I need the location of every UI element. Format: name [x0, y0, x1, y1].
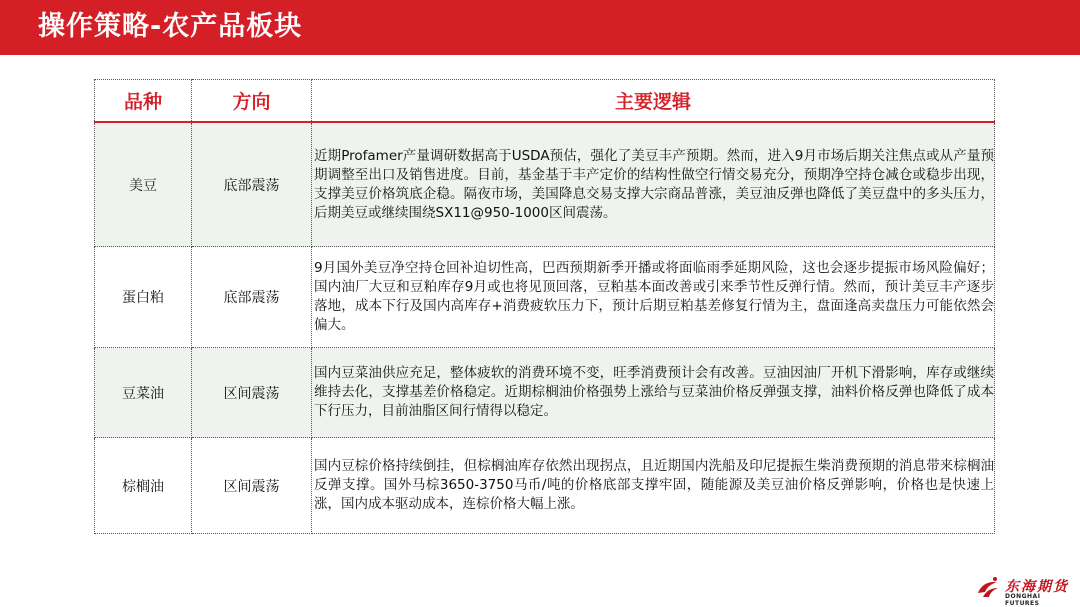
direction-cell: 区间震荡: [192, 348, 312, 438]
title-bar: [0, 0, 1080, 55]
table-header-row: [95, 80, 995, 123]
logo-text-cn: 东海期货: [1005, 579, 1069, 595]
direction-cell: 底部震荡: [192, 122, 312, 247]
company-logo: [975, 575, 1075, 607]
direction-cell: 底部震荡: [192, 247, 312, 348]
column-header-logic: 主要逻辑: [312, 80, 995, 123]
variety-cell: 豆菜油: [95, 348, 192, 438]
table-row: [95, 438, 995, 534]
variety-cell: 蛋白粕: [95, 247, 192, 348]
table-row: [95, 348, 995, 438]
page-title: 操作策略-农产品板块: [38, 11, 303, 42]
logic-cell: 近期Profamer产量调研数据高于USDA预估，强化了美豆丰产预期。然而，进入9月市场后期关注焦点或从产量预期调整至出口及销售进度。目前，基金基于丰产定价的结构性做空行情交易充分，预期净空持仓减仓或稳步出现，支撑美豆价格筑底企稳。隔夜市场，美国降息交易支撑大宗商品普涨，美豆油反弹也降低了美豆盘中的多头压力，后期美豆或继续围绕SX11@950-1000区间震荡。: [312, 122, 995, 247]
logic-cell: 国内豆棕价格持续倒挂，但棕榈油库存依然出现拐点，且近期国内洗船及印尼提振生柴消费预期的消息带来棕榈油反弹支撑。国外马棕3650-3750马币/吨的价格底部支撑牢固，随能源及美豆油价格反弹影响，价格也是快速上涨，国内成本驱动成本，连棕价格大幅上涨。: [312, 438, 995, 534]
column-header-direction: 方向: [192, 80, 312, 123]
variety-cell: 棕榈油: [95, 438, 192, 534]
direction-cell: 区间震荡: [192, 438, 312, 534]
logic-cell: 国内豆菜油供应充足，整体疲软的消费环境不变，旺季消费预计会有改善。豆油因油厂开机下滑影响，库存或继续维持去化，支撑基差价格稳定。近期棕榈油价格强势上涨给与豆菜油价格反弹强支撑，油料价格反弹也降低了成本下行压力，目前油脂区间行情得以稳定。: [312, 348, 995, 438]
strategy-table: [94, 79, 994, 532]
column-header-variety: 品种: [95, 80, 192, 123]
logo-text-en: DONGHAI FUTURES: [1005, 593, 1041, 607]
donghai-wave-logo-icon: [975, 575, 1001, 601]
table-row: [95, 247, 995, 348]
variety-cell: 美豆: [95, 122, 192, 247]
logic-cell: 9月国外美豆净空持仓回补迫切性高，巴西预期新季开播或将面临雨季延期风险，这也会逐步提振市场风险偏好；国内油厂大豆和豆粕库存9月或也将见顶回落，豆粕基本面改善或引来季节性反弹行情。然而，预计美豆丰产逐步落地，成本下行及国内高库存+消费疲软压力下，预计后期豆粕基差修复行情为主，盘面逢高卖盘压力可能依然会偏大。: [312, 247, 995, 348]
table-row: [95, 122, 995, 247]
